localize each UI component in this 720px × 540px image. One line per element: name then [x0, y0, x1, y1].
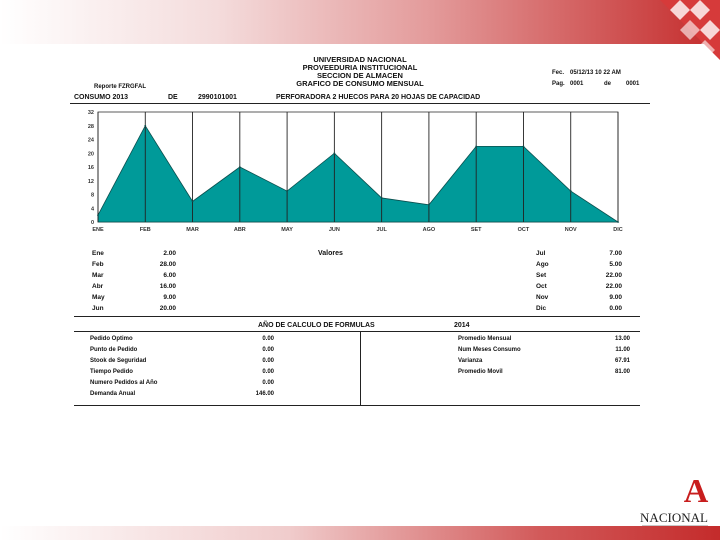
- logo-word: NACIONAL: [640, 510, 708, 525]
- y-tick-label: 24: [87, 137, 94, 144]
- formula-label: Stook de Seguridad: [90, 358, 147, 364]
- formula-label: Promedio Movil: [458, 369, 503, 375]
- series-area: [98, 126, 618, 222]
- data-point-may: [286, 190, 288, 192]
- department-title: PROVEEDURIA INSTITUCIONAL: [302, 63, 418, 72]
- formula-value: 13.00: [614, 336, 630, 342]
- x-tick-label: MAY: [281, 227, 293, 233]
- formula-label: Tiempo Pedido: [90, 369, 133, 375]
- x-tick-label: ENE: [92, 227, 104, 233]
- value-amount: 9.00: [163, 294, 176, 301]
- university-title: UNIVERSIDAD NACIONAL: [313, 55, 407, 64]
- data-point-feb: [144, 125, 146, 127]
- formulas-title: AÑO DE CALCULO DE FORMULAS: [258, 322, 375, 329]
- report-code: Reporte FZRGFAL: [94, 84, 146, 90]
- consumption-year: CONSUMO 2013: [74, 94, 129, 101]
- formula-value: 146.00: [255, 391, 274, 397]
- data-point-mar: [192, 200, 194, 202]
- value-amount: 2.00: [163, 250, 176, 257]
- page-value: 0001: [570, 81, 584, 87]
- values-title: Valores: [318, 250, 343, 257]
- formulas-bottom-rule: [74, 405, 640, 406]
- data-point-jun: [333, 152, 335, 154]
- formula-label: Punto de Pedido: [90, 347, 138, 353]
- formula-label: Varianza: [458, 358, 483, 364]
- top-decorative-bar: [0, 0, 720, 44]
- page-total: 0001: [626, 81, 640, 87]
- formulas-header-rule: [74, 331, 640, 332]
- formulas-column-divider: [360, 331, 361, 405]
- report-title: GRAFICO DE CONSUMO MENSUAL: [296, 79, 424, 88]
- value-month-label: Ago: [536, 261, 549, 268]
- x-tick-label: DIC: [613, 227, 623, 233]
- x-tick-label: NOV: [564, 227, 577, 233]
- item-description: PERFORADORA 2 HUECOS PARA 20 HOJAS DE CAPACIDAD: [276, 94, 481, 101]
- x-tick-label: OCT: [517, 227, 530, 233]
- page-label: Pag.: [552, 81, 565, 87]
- value-month-label: May: [92, 294, 105, 301]
- bottom-decorative-bar: [0, 526, 720, 540]
- formula-value: 81.00: [614, 369, 630, 375]
- value-amount: 6.00: [163, 272, 176, 279]
- value-amount: 22.00: [605, 272, 622, 279]
- formula-label: Demanda Anual: [90, 391, 136, 397]
- value-month-label: Nov: [536, 294, 549, 301]
- y-tick-label: 20: [87, 151, 94, 158]
- value-month-label: Mar: [92, 272, 104, 279]
- section-title: SECCION DE ALMACEN: [317, 71, 403, 80]
- data-point-dic: [617, 221, 619, 223]
- x-tick-label: ABR: [233, 227, 246, 233]
- logo-letter: A: [683, 473, 709, 510]
- data-point-abr: [239, 166, 241, 168]
- data-point-set: [475, 145, 477, 147]
- x-tick-label: SET: [470, 227, 482, 233]
- university-logo: [636, 472, 716, 532]
- consumption-chart: [70, 106, 650, 246]
- value-month-label: Feb: [92, 261, 104, 268]
- y-tick-label: 28: [87, 123, 94, 130]
- data-point-oct: [523, 145, 525, 147]
- formula-value: 0.00: [262, 358, 274, 364]
- formula-value: 0.00: [262, 336, 274, 342]
- value-amount: 5.00: [609, 261, 622, 268]
- data-point-jul: [381, 197, 383, 199]
- formula-label: Pedido Optimo: [90, 336, 133, 342]
- y-tick-label: 8: [90, 192, 94, 199]
- data-point-nov: [570, 190, 572, 192]
- y-tick-label: 12: [87, 178, 94, 185]
- de-label: DE: [168, 94, 178, 101]
- formula-label: Promedio Mensual: [458, 336, 512, 342]
- x-tick-label: FEB: [139, 227, 151, 233]
- value-amount: 20.00: [159, 305, 176, 312]
- value-month-label: Jun: [92, 305, 104, 312]
- value-amount: 16.00: [159, 283, 176, 290]
- value-amount: 22.00: [605, 283, 622, 290]
- y-tick-label: 16: [87, 165, 94, 171]
- y-tick-label: 4: [90, 206, 94, 213]
- formula-label: Numero Pedidos al Año: [90, 380, 158, 386]
- formula-label: Num Meses Consumo: [458, 347, 521, 353]
- y-tick-label: 0: [90, 220, 94, 226]
- formula-value: 0.00: [262, 369, 274, 375]
- value-month-label: Jul: [536, 250, 546, 257]
- date-value: 05/12/13 10 22 AM: [570, 70, 621, 76]
- data-point-ene: [97, 214, 99, 216]
- x-tick-label: AGO: [422, 227, 436, 233]
- consumption-report: [70, 48, 650, 418]
- data-point-ago: [428, 204, 430, 206]
- formula-value: 11.00: [615, 347, 630, 353]
- header-divider: [70, 103, 650, 104]
- item-code: 2990101001: [198, 94, 237, 101]
- date-label: Fec.: [552, 70, 565, 76]
- formulas-top-rule: [74, 316, 640, 317]
- page-of: de: [604, 81, 612, 87]
- x-tick-label: JUL: [376, 227, 387, 233]
- value-amount: 9.00: [609, 294, 622, 301]
- value-month-label: Oct: [536, 283, 547, 290]
- value-month-label: Set: [536, 272, 547, 279]
- value-month-label: Abr: [92, 283, 104, 290]
- formula-value: 67.91: [614, 358, 630, 364]
- x-tick-label: MAR: [186, 227, 199, 233]
- value-amount: 7.00: [609, 250, 622, 257]
- value-month-label: Ene: [92, 250, 104, 257]
- formula-value: 0.00: [262, 347, 274, 353]
- value-amount: 28.00: [159, 261, 176, 268]
- x-tick-label: JUN: [328, 227, 340, 233]
- value-amount: 0.00: [609, 305, 622, 312]
- y-tick-label: 32: [87, 110, 94, 116]
- formulas-year: 2014: [454, 322, 470, 329]
- formula-value: 0.00: [262, 380, 274, 386]
- value-month-label: Dic: [536, 305, 547, 312]
